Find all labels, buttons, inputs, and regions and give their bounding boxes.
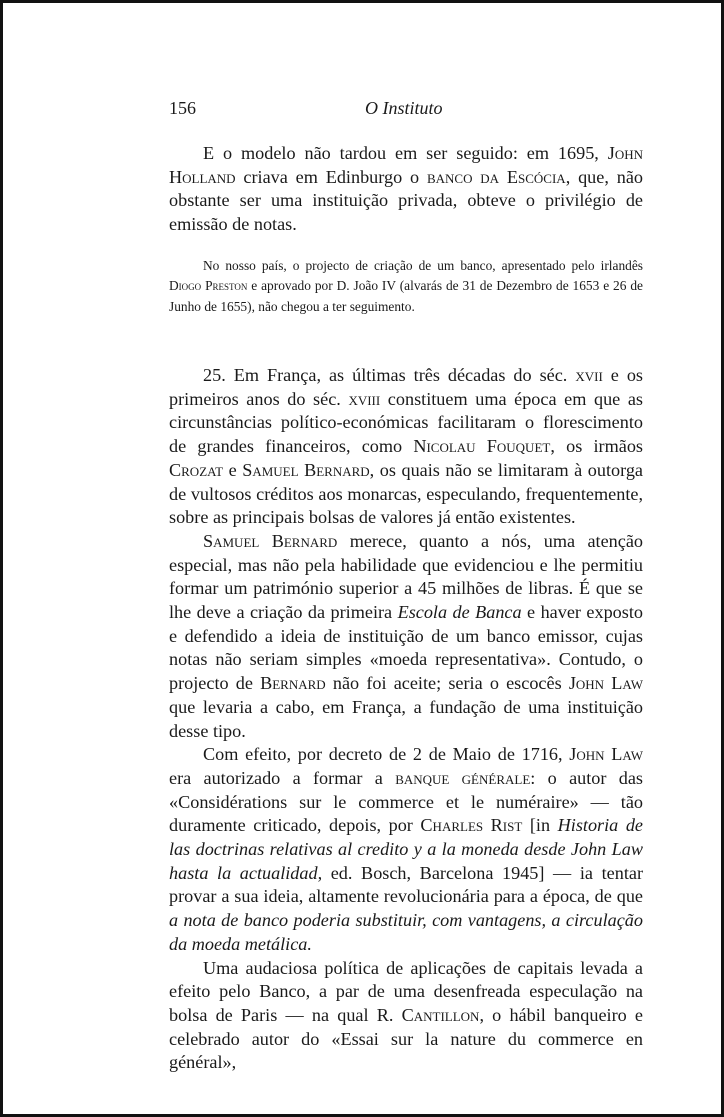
name-samuel-bernard: Samuel Bernard — [242, 459, 370, 480]
main-text-block — [169, 364, 643, 1075]
note-paragraph: No nosso país, o projecto de criação de um banco, apresentado pelo irlandês Diogo Preston e aprovado por D. João IV (alvarás de 31 de Dezembro de 1653 e 26 de Junho de 1655), não chegou a ter seguimento. — [169, 258, 643, 314]
name-john-holland: John Holland — [169, 143, 643, 187]
name-diogo-preston: Diogo Preston — [169, 278, 248, 294]
paragraph-1-block — [169, 142, 643, 237]
quote-nota-de-banco: a nota de banco poderia substituir, com vantagens, a circulação da moeda metálica. — [169, 910, 643, 954]
name-bernard: Bernard — [260, 673, 326, 694]
name-samuel-bernard: Samuel Bernard — [203, 530, 338, 551]
name-john-law: John Law — [568, 673, 643, 694]
name-charles-rist: Charles Rist — [420, 815, 523, 836]
paragraph-5: Uma audaciosa política de aplicações de capitais levada a efeito pelo Banco, a par de uma desenfreada especulação na bolsa de Paris — na qual R. Cantillon, o hábil banqueiro e celebrado autor do «Essai sur la nature du commerce en général», — [169, 957, 643, 1073]
paragraph-4: Com efeito, por decreto de 2 de Maio de 1716, John Law era autorizado a formar a banque générale: o autor das «Considérations sur le commerce et le numéraire» — tão duramente criticado, depois, por Charles Rist [in Historia de las doctrinas relativas al credito y a la moneda desde John Law hasta la actualidad, ed. Bosch, Barcelona 1945] — ia tentar provar a sua ideia, altamente revolucionária para a época, de que a nota de banco poderia substituir, com vantagens, a circulação da moeda metálica. — [169, 744, 644, 954]
paragraph-3: Samuel Bernard merece, quanto a nós, uma atenção especial, mas não pela habilidade que evidenciou e lhe permitiu formar um património superior a 45 milhões de libras. É que se lhe deve a criação da primeira Escola de Banca e haver exposto e defendido a ideia de instituição de um banco emissor, cujas notas não seriam simples «moeda representativa». Contudo, o projecto de Bernard não foi aceite; seria o escocês John Law que levaria a cabo, em França, a fundação de uma instituição desse tipo. — [169, 530, 643, 741]
book-title: Historia de las doctrinas relativas al credito y a la moneda desde John Law hasta la actualidad, — [169, 815, 643, 883]
name-crozat: Crozat — [169, 459, 224, 480]
note-block — [169, 256, 643, 317]
paragraph-1: E o modelo não tardou em ser seguido: em 1695, John Holland criava em Edinburgo o banco da Escócia, que, não obstante ser uma instituição privada, obteve o privilégio de emissão de notas. — [169, 143, 643, 235]
name-cantillon: Cantillon — [401, 1004, 480, 1025]
name-banco-escocia: banco da Escócia — [426, 166, 566, 187]
running-header — [169, 98, 643, 120]
name-fouquet: Nicolau Fouquet — [413, 436, 551, 457]
page-number: 156 — [169, 98, 196, 118]
name-john-law: John Law — [569, 744, 643, 765]
paragraph-2: 25. Em França, as últimas três décadas do séc. xvii e os primeiros anos do séc. xviii constituem uma época em que as circunstâncias político-económicas facilitaram o florescimento de grandes financeiros, como Nicolau Fouquet, os irmãos Crozat e Samuel Bernard, os quais não se limitaram à outorga de vultosos créditos aos monarcas, especulando, frequentemente, sobre as principais bolsas de valores já então existentes. — [169, 365, 644, 528]
title-escola-de-banca: Escola de Banca — [397, 602, 522, 623]
running-title: O Instituto — [365, 98, 443, 118]
name-banque-generale: banque générale — [395, 767, 531, 788]
